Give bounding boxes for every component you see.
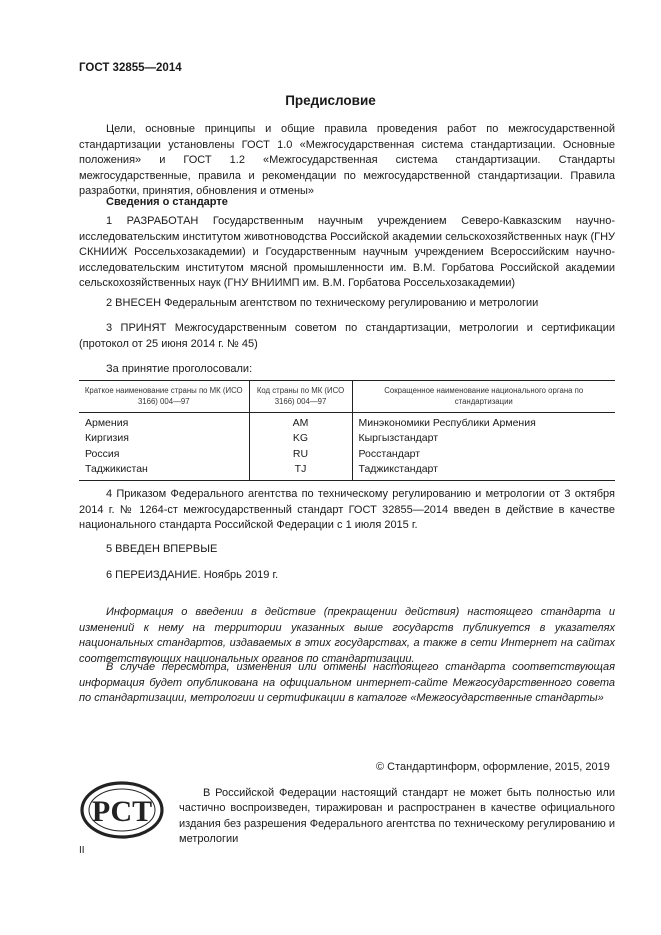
voting-table	[79, 380, 615, 481]
item-6: 6 ПЕРЕИЗДАНИЕ. Ноябрь 2019 г.	[106, 569, 279, 581]
table-cell-country: Таджикистан	[79, 462, 249, 481]
document-header: ГОСТ 32855—2014	[79, 62, 182, 74]
item-3-text: 3 ПРИНЯТ Межгосударственным советом по стандартизации, метрологии и сертификации (протокол от 25 июня 2014 г. № 45)	[79, 322, 615, 350]
item-2	[79, 296, 615, 312]
item-3	[79, 321, 615, 352]
table-cell-country: Киргизия	[85, 432, 129, 445]
table-cell-body: Росстандарт	[352, 447, 615, 462]
item-4	[79, 487, 615, 534]
info-2-text: В случае пересмотра, изменения или отмены настоящего стандарта соответствующая информация будет опубликована на официальном интернет-сайте Межгосударственного совета по стандартизации, метрологии и сертификации в каталоге «Межгосударственные стандарты»	[79, 661, 615, 705]
voted-label: За принятие проголосовали:	[106, 363, 253, 375]
svg-text:РСТ: РСТ	[91, 795, 153, 828]
info-paragraph-2	[79, 660, 615, 707]
table-cell-body: Кыргызстандарт	[352, 431, 615, 446]
info-1-text: Информация о введении в действие (прекращении действия) настоящего стандарта и изменений к нему на территории указанных выше государств публикуется в указателях национальных стандартов, издаваемых в этих государствах, а также в сети Интернет на сайтах соответствующих национальных органов по стандартизации.	[79, 606, 615, 665]
rst-logo-icon	[79, 780, 167, 840]
table-cell-country: Армения	[85, 417, 129, 429]
item-4-text: 4 Приказом Федерального агентства по техническому регулированию и метрологии от 3 октября 2014 г. № 1264-ст межгосударственный стандарт ГОСТ 32855—2014 введен в действие в качестве национального стандарта Российской Федерации с 1 июля 2015 г.	[79, 488, 615, 532]
table-header-row	[79, 381, 615, 413]
page-number: II	[79, 845, 85, 856]
table-row	[79, 447, 615, 462]
item-1-text: 1 РАЗРАБОТАН Государственным научным учреждением Северо-Кавказским научно-исследовательским институтом животноводства Российской академии сельскохозяйственных наук (ГНУ СКНИИЖ Россельхозакадемии) и Государственным научным учреждением Всероссийским научно-исследовательским институтом мясной промышленности им. В.М. Горбатова Российской академии сельскохозяйственных наук (ГНУ ВНИИМП им. В.М. Горбатова Россельхозакадемии)	[79, 215, 615, 290]
table-header-code: Код страны по МК (ИСО 3166) 004—97	[249, 381, 352, 413]
table-header-country: Краткое наименование страны по МК (ИСО 3166) 004—97	[79, 381, 249, 413]
item-5: 5 ВВЕДЕН ВПЕРВЫЕ	[106, 543, 218, 555]
intro-text: Цели, основные принципы и общие правила проведения работ по межгосударственной стандартизации установлены ГОСТ 1.0 «Межгосударственная система стандартизации. Основные положения» и ГОСТ 1.2 «Межгосударственная система стандартизации. Стандарты межгосударственные, правила и рекомендации по межгосударственной стандартизации. Правила разработки, принятия, обновления и отмены»	[79, 123, 615, 198]
table-header-body: Сокращенное наименование национального органа по стандартизации	[352, 381, 615, 413]
page-title: Предисловие	[285, 93, 376, 108]
footer-text: В Российской Федерации настоящий стандарт не может быть полностью или частично воспроизведен, тиражирован и распространен в качестве официального издания без разрешения Федерального агентства по техническому регулированию и метрологии	[179, 787, 615, 846]
table-cell-code: KG	[249, 431, 352, 446]
section-subtitle: Сведения о стандарте	[106, 196, 228, 208]
table-cell-code: TJ	[249, 462, 352, 481]
table-cell-country: Россия	[85, 447, 120, 460]
item-1	[79, 214, 615, 292]
table-row	[79, 462, 615, 481]
info-paragraph-1	[79, 605, 615, 667]
footer-notice	[179, 786, 615, 848]
table-cell-code: AM	[249, 413, 352, 432]
table-cell-body: Минэкономики Республики Армения	[352, 413, 615, 432]
table-row	[79, 431, 615, 446]
table-cell-code: RU	[249, 447, 352, 462]
item-2-text: 2 ВНЕСЕН Федеральным агентством по техническому регулированию и метрологии	[106, 297, 539, 309]
copyright-line: © Стандартинформ, оформление, 2015, 2019	[376, 761, 610, 773]
table-cell-body: Таджикстандарт	[352, 462, 615, 481]
intro-paragraph	[79, 122, 615, 200]
table-row	[79, 413, 615, 432]
